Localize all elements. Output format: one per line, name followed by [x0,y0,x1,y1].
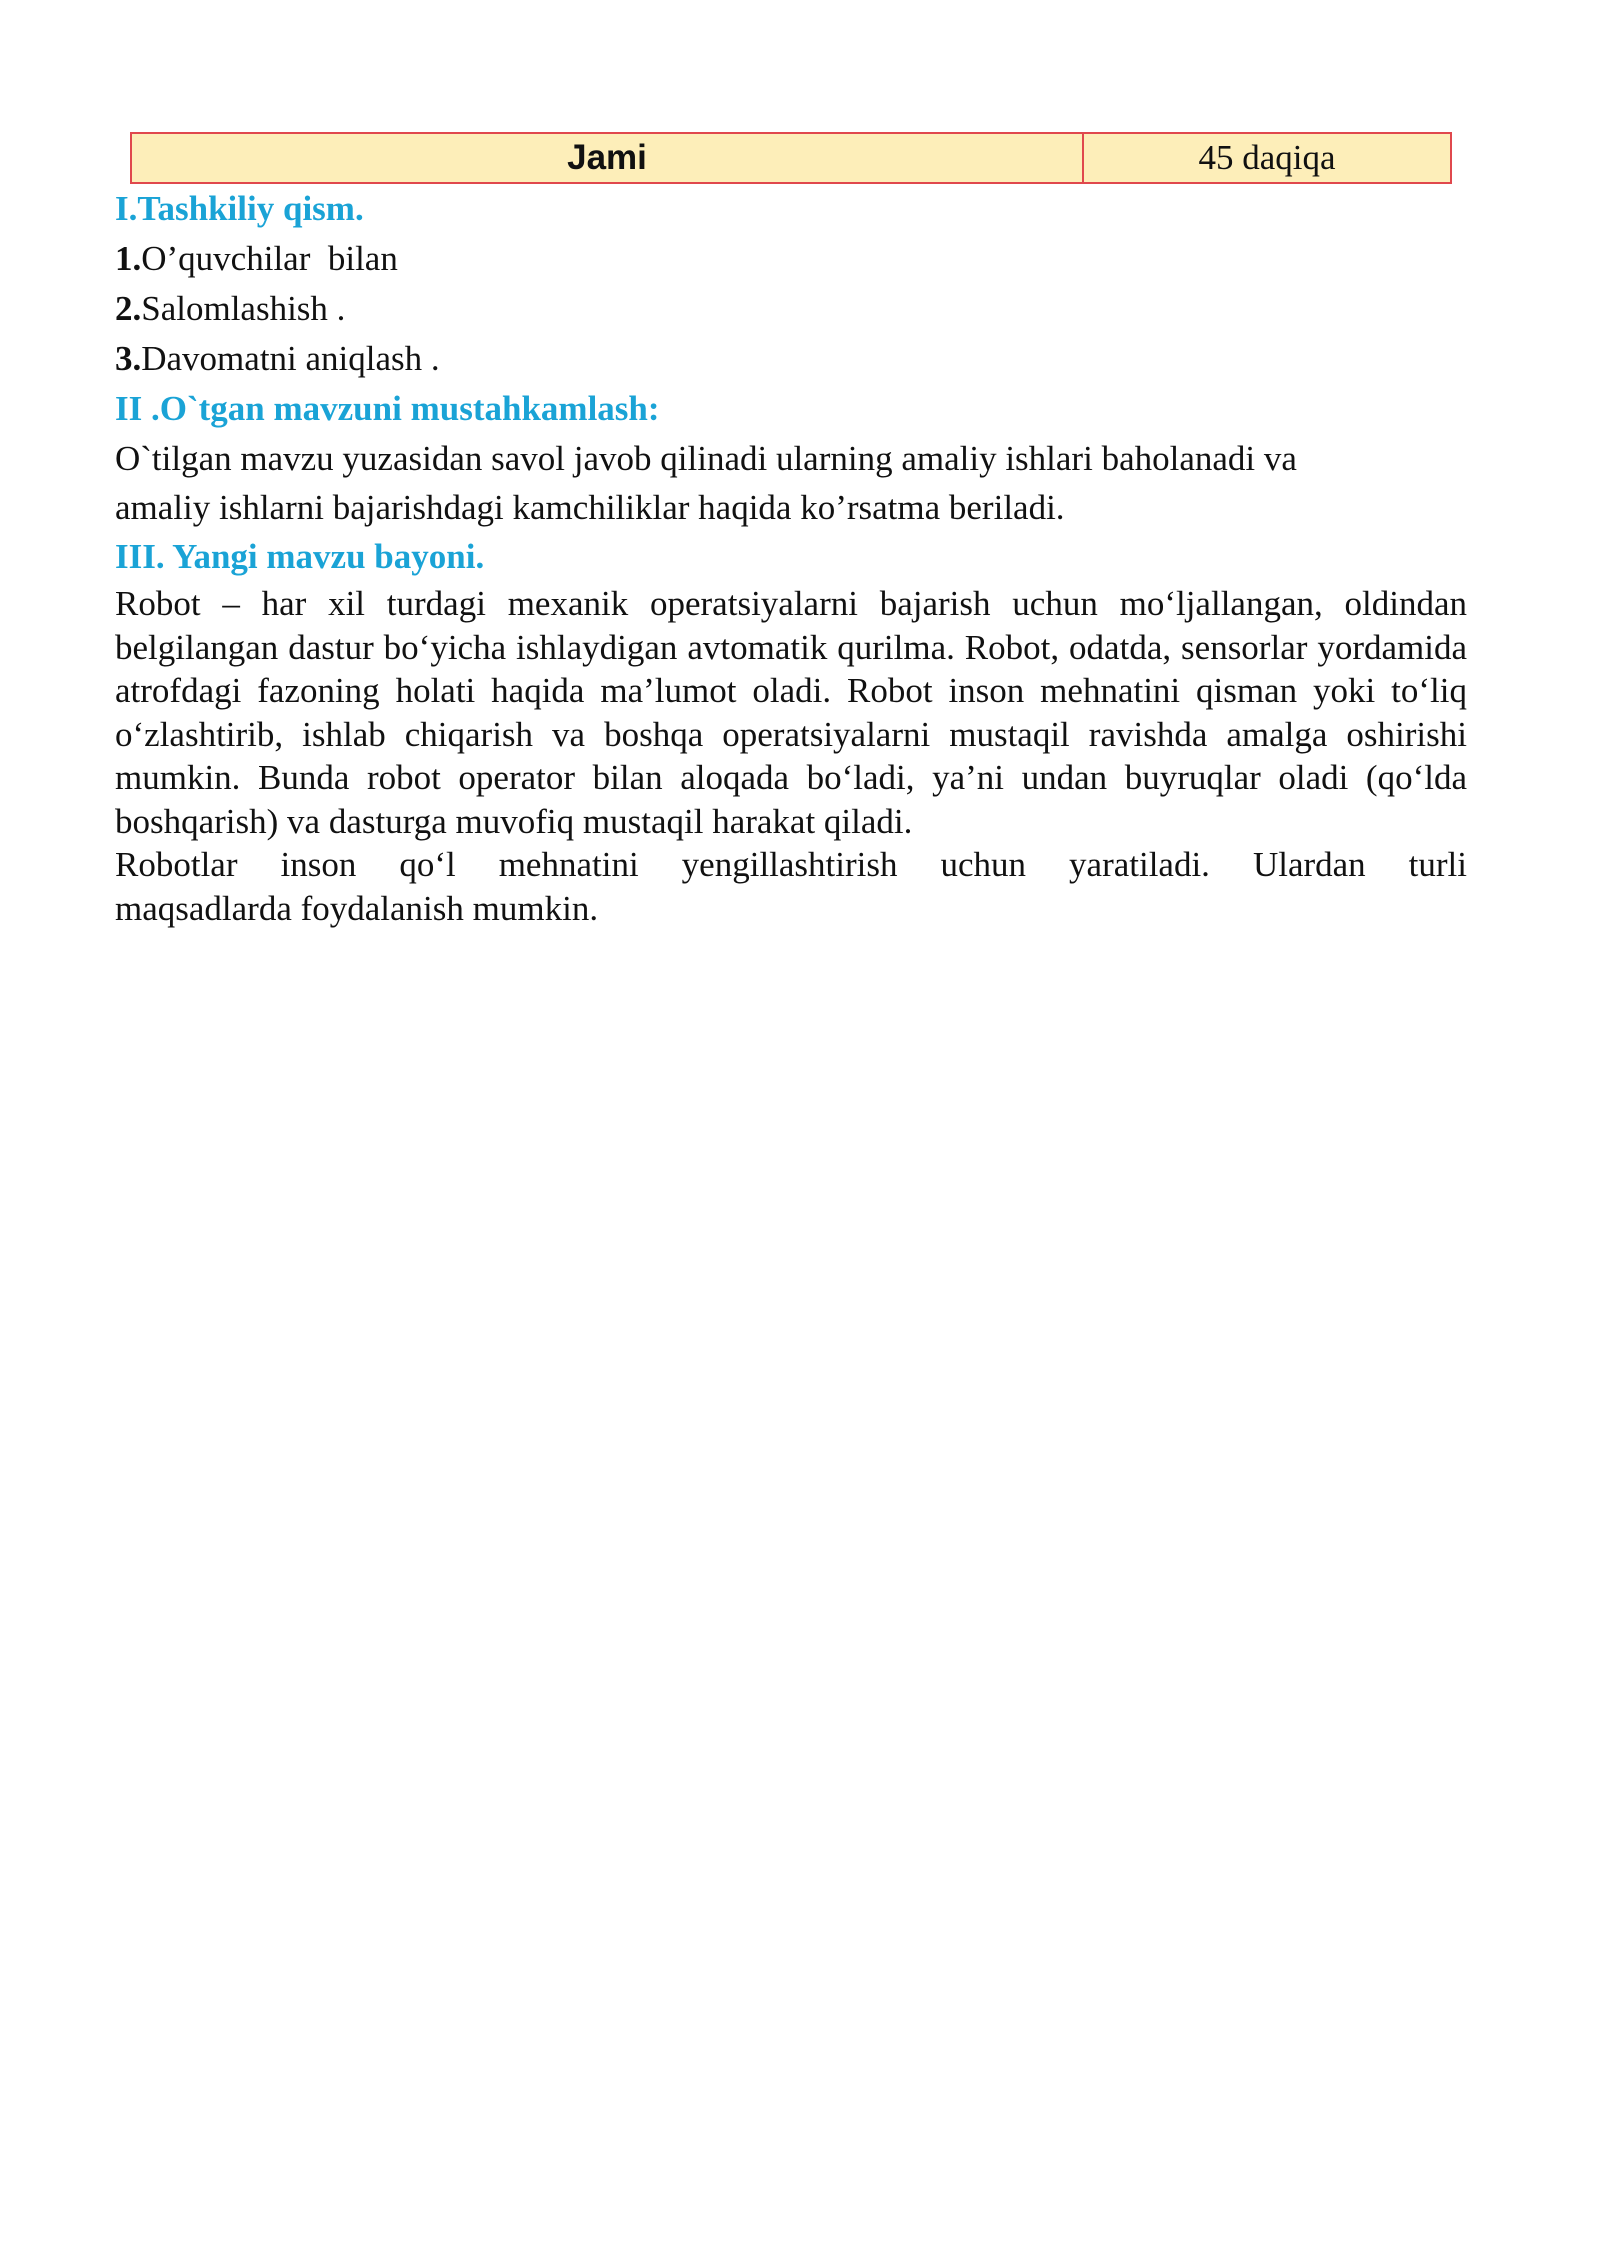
list-item-text: O’quvchilar bilan [141,239,398,278]
list-item [115,284,1467,334]
total-label-cell: Jami [131,133,1083,183]
list-item [115,234,1467,284]
review-paragraph-line: amaliy ishlarni bajarishdagi kamchiliklar haqida ko’rsatma beriladi. [115,488,1065,527]
list-item-number: 1. [115,239,142,278]
list-item-text: Davomatni aniqlash . [141,339,440,378]
section-heading-review: II .O`tgan mavzuni mustahkamlash: [115,389,660,428]
total-duration-cell: 45 daqiqa [1083,133,1451,183]
summary-row [131,133,1451,183]
document-page [115,132,1467,930]
section-heading-organizational: I.Tashkiliy qism. [115,189,364,228]
list-item-number: 3. [115,339,142,378]
summary-table [130,132,1452,184]
review-paragraph-line: O`tilgan mavzu yuzasidan savol javob qilinadi ularning amaliy ishlari baholanadi va [115,439,1297,478]
list-item-number: 2. [115,289,142,328]
section-heading-new-topic: III. Yangi mavzu bayoni. [115,537,485,576]
list-item [115,334,1467,384]
robot-purpose-paragraph-line: Robotlar inson qo‘l mehnatini yengillashtirish uchun yaratiladi. Ulardan turli [115,845,1467,884]
robot-definition-paragraph: Robot – har xil turdagi mexanik operatsiyalarni bajarish uchun mo‘ljallangan, oldindan belgilangan dastur bo‘yicha ishlaydigan avtomatik qurilma. Robot, odatda, sensorlar yordamida atrofdagi fazoning holati haqida ma’lumot oladi. Robot inson mehnatini qisman yoki to‘liq o‘zlashtirib, ishlab chiqarish va boshqa operatsiyalarni mustaqil ravishda amalga oshirishi mumkin. Bunda robot operator bilan aloqada bo‘ladi, ya’ni undan buyruqlar oladi (qo‘lda boshqarish) va dasturga muvofiq mustaqil harakat qiladi. [115,584,1467,841]
robot-purpose-paragraph-line: maqsadlarda foydalanish mumkin. [115,888,599,928]
list-item-text: Salomlashish . [141,289,346,328]
